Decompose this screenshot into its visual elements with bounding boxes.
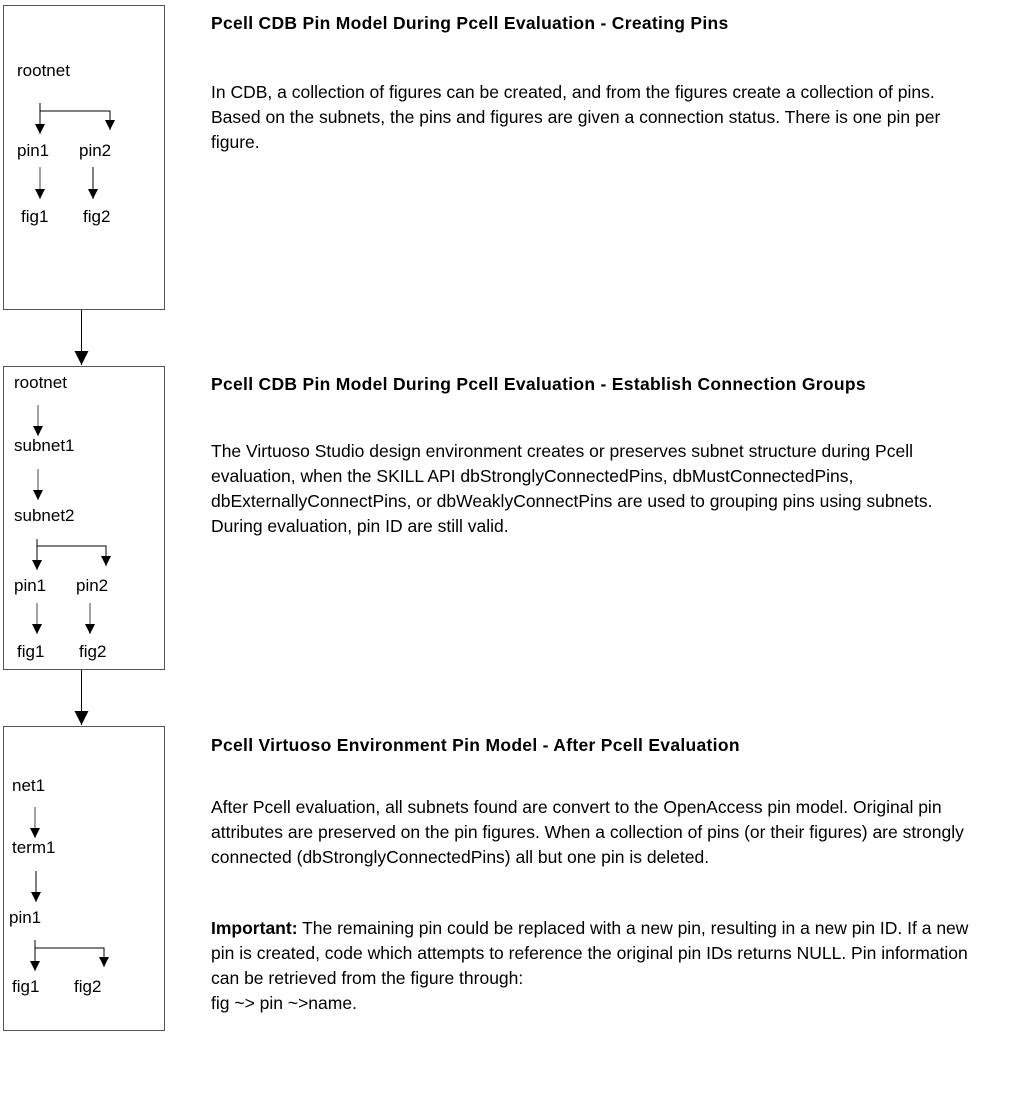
- node-rootnet: rootnet: [14, 373, 67, 392]
- node-pin1: pin1: [14, 576, 47, 595]
- node-pin2: pin2: [76, 576, 109, 595]
- section-title: Pcell Virtuoso Environment Pin Model - After Pcell Evaluation: [211, 735, 740, 755]
- section-after-evaluation: [211, 734, 1011, 1013]
- node-fig1: fig1: [21, 207, 49, 226]
- node-term1: term1: [12, 838, 56, 857]
- section-body: In CDB, a collection of figures can be created, and from the figures create a collection of pins. Based on the subnets, the pins and figures are given a connection status. There is one pin per figure.: [211, 82, 941, 152]
- node-fig1: fig1: [12, 977, 40, 996]
- node-pin2: pin2: [79, 141, 112, 160]
- branch-arrow: [35, 940, 104, 971]
- section-connection-groups: [211, 373, 1011, 536]
- branch-arrow: [37, 539, 106, 570]
- section-body: The Virtuoso Studio design environment creates or preserves subnet structure during Pcell evaluation, when the SKILL API dbStronglyConnectedPins, dbMustConnectedPins, dbExternallyConnectPins, or dbWeaklyConnectPins are used to grouping pins using subnets. During evaluation, pin ID are still valid.: [211, 441, 933, 536]
- node-fig1: fig1: [17, 642, 45, 661]
- important-label: Important:: [211, 918, 298, 938]
- box-creating-pins: [4, 6, 165, 310]
- box-after-evaluation: [4, 727, 165, 1031]
- node-fig2: fig2: [79, 642, 107, 661]
- node-pin1: pin1: [17, 141, 50, 160]
- node-fig2: fig2: [74, 977, 102, 996]
- important-text: The remaining pin could be replaced with a new pin, resulting in a new pin ID. If a new pin is created, code which attempts to reference the original pin IDs returns NULL. Pin information can be retrieved from the figure through:: [211, 918, 969, 988]
- branch-arrow: [40, 103, 110, 134]
- node-net1: net1: [12, 776, 46, 795]
- node-subnet1: subnet1: [14, 436, 75, 455]
- node-subnet2: subnet2: [14, 506, 75, 525]
- section-title: Pcell CDB Pin Model During Pcell Evaluation - Establish Connection Groups: [211, 374, 866, 394]
- node-rootnet: rootnet: [17, 61, 70, 80]
- pin-model-diagram: [0, 0, 200, 1119]
- node-fig2: fig2: [83, 207, 111, 226]
- code-line: fig ~> pin ~>name.: [211, 993, 357, 1013]
- section-title: Pcell CDB Pin Model During Pcell Evaluation - Creating Pins: [211, 13, 729, 33]
- node-pin1: pin1: [9, 908, 42, 927]
- box-connection-groups: [4, 367, 165, 670]
- section-body: After Pcell evaluation, all subnets found are convert to the OpenAccess pin model. Original pin attributes are preserved on the pin figures. When a collection of pins (or their figures) are strongly connected (dbStronglyConnectedPins) all but one pin is deleted.: [211, 797, 964, 867]
- important-note: [211, 916, 981, 1016]
- section-creating-pins: [211, 12, 1011, 152]
